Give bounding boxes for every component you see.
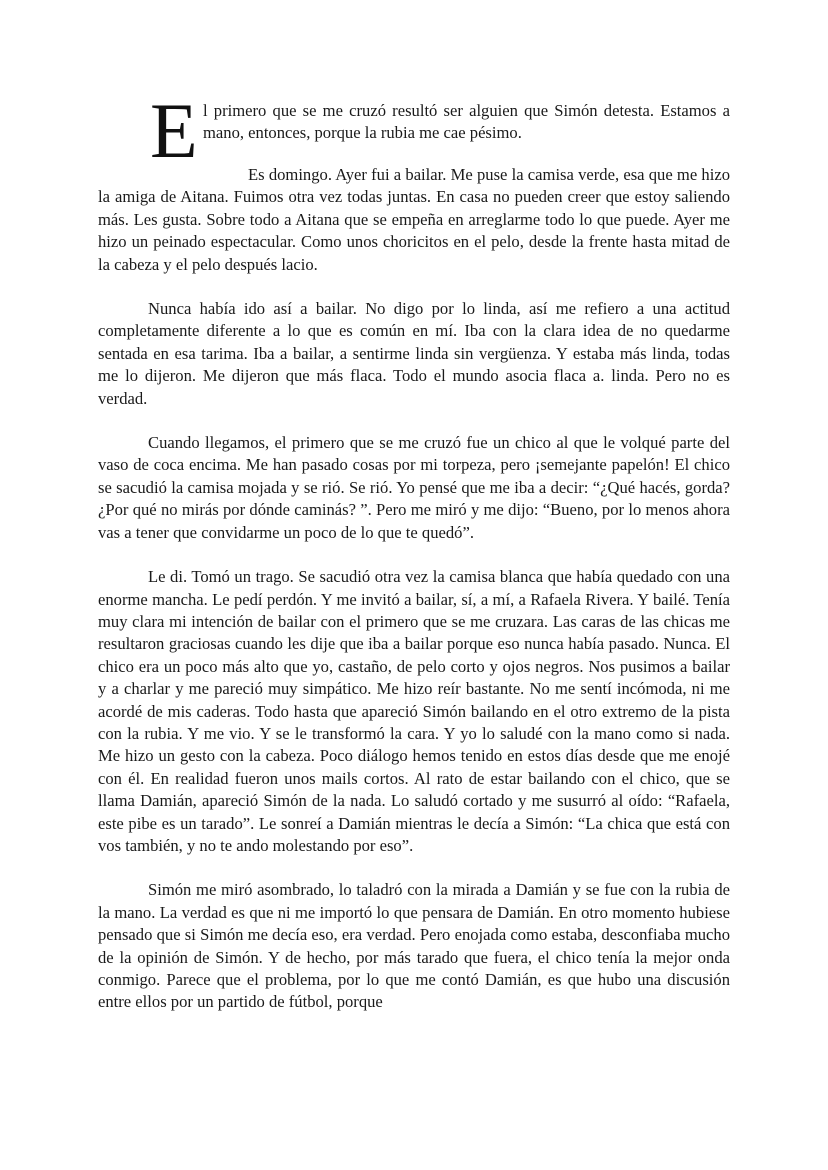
paragraph-3: Cuando llegamos, el primero que se me cruzó fue un chico al que le volqué parte del vaso de coca encima. Me han pasado cosas por mi torpeza, pero ¡semejante papelón! El chico se sacudió la camisa mojada y se rió. Se rió. Yo pensé que me iba a decir: “¿Qué hacés, gorda? ¿Por qué no mirás por dónde caminás? ”. Pero me miró y me dijo: “Bueno, por lo menos ahora vas a tener que convidarme un poco de lo que te quedó”. [98, 433, 730, 542]
drop-cap: E [150, 87, 198, 174]
paragraph-4: Le di. Tomó un trago. Se sacudió otra vez la camisa blanca que había quedado con una enorme mancha. Le pedí perdón. Y me invitó a bailar, sí, a mí, a Rafaela Rivera. Y bailé. Tenía muy clara mi intención de bailar con el primero que se me cruzara. Las caras de las chicas me resultaron graciosas cuando les dije que iba a bailar porque eso nunca había pasado. Nunca. El chico era un poco más alto que yo, castaño, de pelo corto y ojos negros. Nos pusimos a bailar y a charlar y me pareció muy simpático. Me hizo reír bastante. No me sentí incómoda, ni me acordé de mis caderas. Todo hasta que apareció Simón bailando en el otro extremo de la pista con la rubia. Y me vio. Y se le transformó la cara. Y yo lo saludé con la mano como si nada. Me hizo un gesto con la cabeza. Poco diálogo hemos tenido en estos días desde que me enojé con él. En realidad fueron unos mails cortos. Al rato de estar bailando con el chico, que se llama Damián, apareció Simón de la nada. Lo saludó cortado y me susurró al oído: “Rafaela, este pibe es un tarado”. Le sonreí a Damián mientras le decía a Simón: “La chica que está con vos también, y no te ando molestando por eso”. [98, 567, 730, 855]
paragraph-5: Simón me miró asombrado, lo taladró con la mirada a Damián y se fue con la rubia de la mano. La verdad es que ni me importó lo que pensara de Damián. En otro momento hubiese pensado que si Simón me decía eso, era verdad. Pero enojada como estaba, desconfiaba mucho de la opinión de Simón. Y de hecho, por más tarado que fuera, el chico tenía la mejor onda conmigo. Parece que el problema, por lo que me contó Damián, es que hubo una discusión entre ellos por un partido de fútbol, porque [98, 880, 730, 1012]
paragraph-1: Es domingo. Ayer fui a bailar. Me puse la camisa verde, esa que me hizo la amiga de Aitana. Fuimos otra vez todas juntas. En casa no pueden creer que estoy saliendo más. Les gusta. Sobre todo a Aitana que se empeña en arreglarme todo lo que puede. Ayer me hizo un peinado espectacular. Como unos choricitos en el pelo, desde la frente hasta mitad de la cabeza y el pelo después lacio. [98, 165, 730, 274]
intro-block [98, 87, 730, 174]
intro-paragraph: l primero que se me cruzó resultó ser alguien que Simón detesta. Estamos a mano, entonces, porque la rubia me cae pésimo. [203, 101, 730, 143]
paragraph-2: Nunca había ido así a bailar. No digo por lo linda, así me refiero a una actitud completamente diferente a lo que es común en mí. Iba con la clara idea de no quedarme sentada en esa tarima. Iba a bailar, a sentirme linda sin vergüenza. Y estaba más linda, todas me lo dijeron. Me dijeron que más flaca. Todo el mundo asocia flaca a. linda. Pero no es verdad. [98, 299, 730, 408]
document-page [98, 87, 730, 1036]
